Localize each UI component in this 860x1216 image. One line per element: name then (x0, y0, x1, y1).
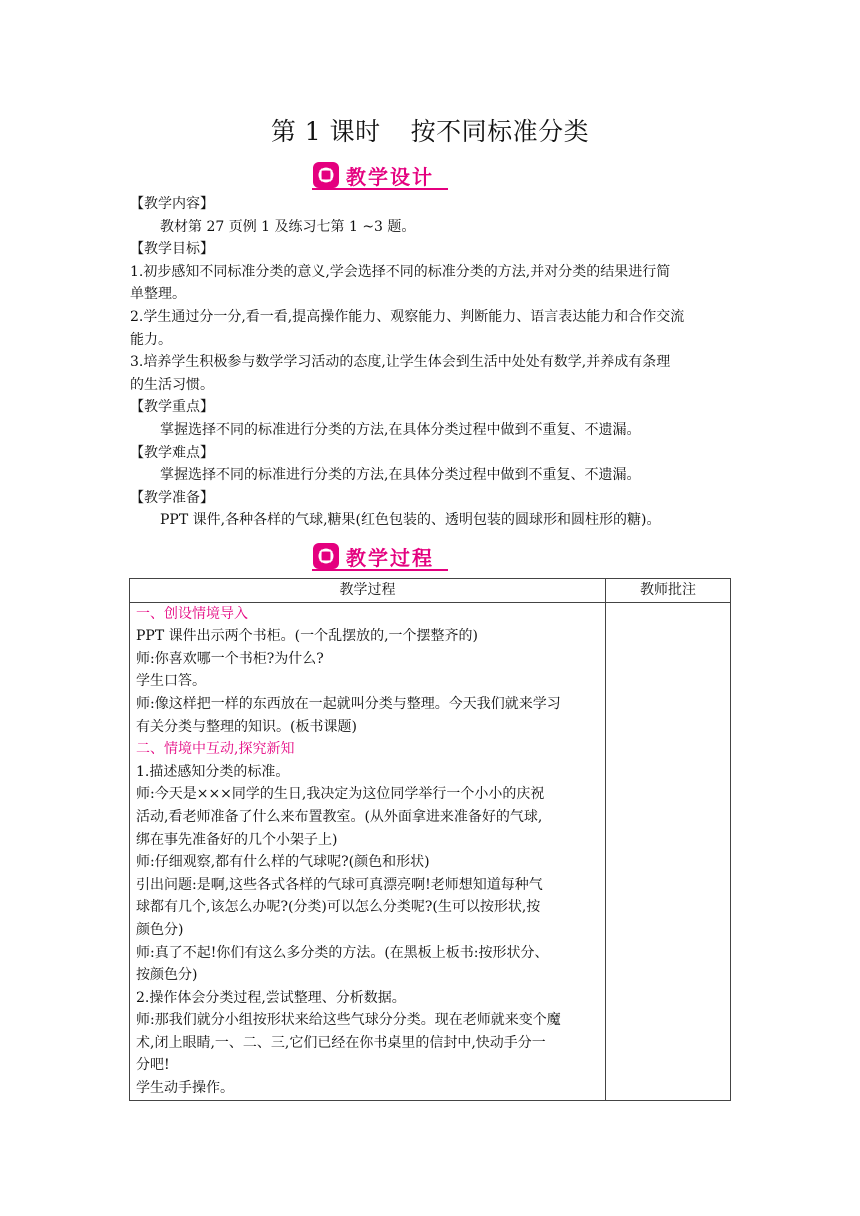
table-line: 学生口答。 (136, 673, 206, 690)
preparation-text: PPT 课件,各种各样的气球,糖果(红色包装的、透明包装的圆球形和圆柱形的糖)。 (160, 512, 661, 529)
table-line: 颜色分) (136, 921, 184, 938)
table-line: 2.操作体会分类过程,尝试整理、分析数据。 (136, 989, 406, 1006)
key-points-heading: 【教学重点】 (130, 399, 214, 416)
table-line: 球都有几个,该怎么办呢?(分类)可以怎么分类呢?(生可以按形状,按 (136, 899, 541, 916)
goal-3-line-2: 的生活习惯。 (130, 376, 214, 393)
key-points-text: 掌握选择不同的标准进行分类的方法,在具体分类过程中做到不重复、不遗漏。 (160, 421, 641, 438)
table-line: 有关分类与整理的知识。(板书课题) (136, 718, 357, 735)
content-heading: 【教学内容】 (130, 196, 214, 212)
table-line: 师:像这样把一样的东西放在一起就叫分类与整理。今天我们就来学习 (136, 695, 561, 712)
title-lesson-number: 第 1 课时 (270, 117, 381, 146)
goal-1-line-1: 1.初步感知不同标准分类的意义,学会选择不同的标准分类的方法,并对分类的结果进行简 (130, 263, 671, 280)
banner-underline (312, 188, 448, 190)
table-line: 师:那我们就分小组按形状来给这些气球分分类。现在老师就来变个魔 (136, 1012, 561, 1029)
table-line: 术,闭上眼睛,一、二、三,它们已经在你书桌里的信封中,快动手分一 (136, 1034, 546, 1051)
teaching-design-label: 教学设计 (346, 164, 434, 189)
page-title (0, 112, 860, 148)
section-heading-explore: 二、情境中互动,探究新知 (136, 741, 295, 758)
teaching-process-label: 教学过程 (346, 545, 434, 570)
table-line: 师:今天是×××同学的生日,我决定为这位同学举行一个小小的庆祝 (136, 786, 545, 803)
table-line: 分吧! (136, 1057, 170, 1074)
process-content-cell (130, 602, 606, 1100)
table-line: 绑在事先准备好的几个小架子上) (136, 831, 338, 848)
design-section (130, 193, 730, 532)
table-line: 1.描述感知分类的标准。 (136, 763, 290, 780)
header-process: 教学过程 (130, 579, 606, 603)
banner-underline (312, 569, 448, 571)
table-body-row (130, 602, 731, 1100)
teaching-process-table (129, 578, 731, 1101)
goals-heading: 【教学目标】 (130, 241, 214, 258)
teaching-process-banner (312, 541, 448, 571)
goal-1-line-2: 单整理。 (130, 286, 186, 303)
difficult-points-text: 掌握选择不同的标准进行分类的方法,在具体分类过程中做到不重复、不遗漏。 (160, 467, 641, 484)
content-text: 教材第 27 页例 1 及练习七第 1 ~3 题。 (160, 218, 416, 235)
table-line: 师:真了不起!你们有这么多分类的方法。(在黑板上板书:按形状分、 (136, 944, 549, 961)
table-line: PPT 课件出示两个书柜。(一个乱摆放的,一个摆整齐的) (136, 628, 479, 645)
table-header-row (130, 579, 731, 603)
table-line: 师:仔细观察,都有什么样的气球呢?(颜色和形状) (136, 854, 430, 871)
table-line: 引出问题:是啊,这些各式各样的气球可真漂亮啊!老师想知道每种气 (136, 876, 543, 893)
teaching-design-banner (312, 160, 448, 190)
preparation-heading: 【教学准备】 (130, 489, 214, 506)
design-badge-icon (312, 161, 340, 189)
goal-3-line-1: 3.培养学生积极参与数学学习活动的态度,让学生体会到生活中处处有数学,并养成有条理 (130, 354, 671, 371)
title-lesson-name: 按不同标准分类 (410, 117, 590, 146)
process-badge-icon (312, 542, 340, 570)
table-line: 活动,看老师准备了什么来布置教室。(从外面拿进来准备好的气球, (136, 808, 543, 825)
goal-2-line-2: 能力。 (130, 331, 172, 348)
table-line: 按颜色分) (136, 967, 198, 984)
difficult-points-heading: 【教学难点】 (130, 444, 214, 461)
teacher-notes-cell (606, 602, 731, 1100)
section-heading-intro: 一、创设情境导入 (136, 605, 248, 622)
header-notes: 教师批注 (606, 579, 731, 603)
table-line: 学生动手操作。 (136, 1080, 234, 1097)
goal-2-line-1: 2.学生通过分一分,看一看,提高操作能力、观察能力、判断能力、语言表达能力和合作交流 (130, 308, 685, 325)
table-line: 师:你喜欢哪一个书柜?为什么? (136, 650, 324, 667)
